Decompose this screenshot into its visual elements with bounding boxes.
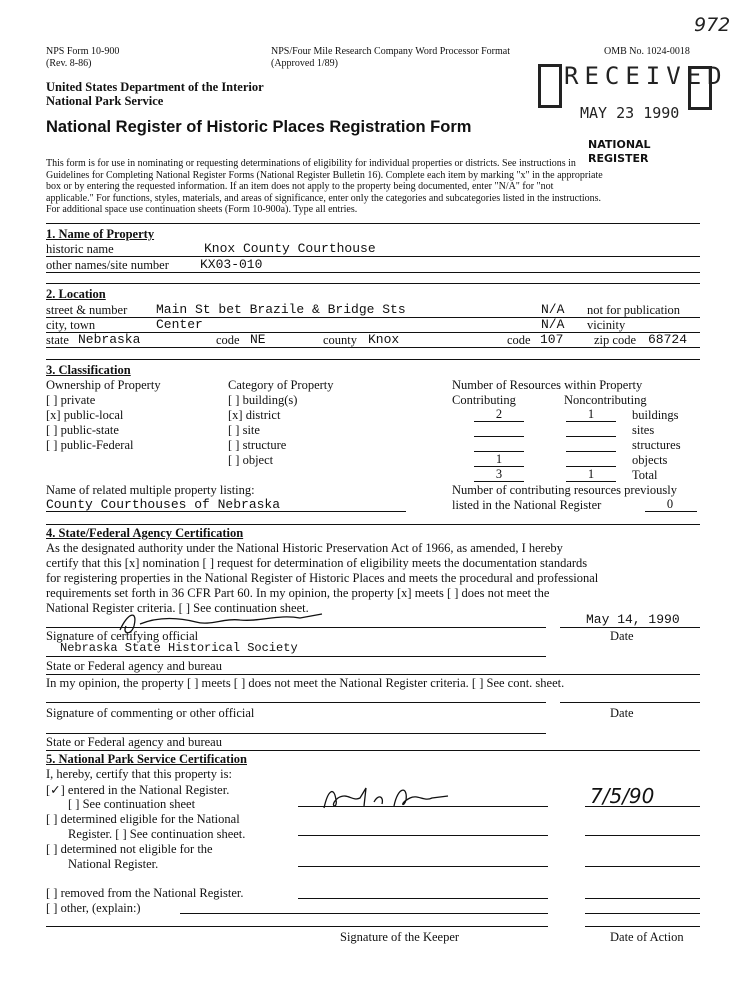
resource-label-total: Total	[632, 468, 658, 482]
contributing-header: Contributing	[452, 393, 516, 407]
county-code-value: 107	[540, 332, 564, 347]
ownership-public-federal: [ ] public-Federal	[46, 438, 134, 452]
stamp-national: NATIONAL	[588, 138, 651, 151]
category-district: [x] district	[228, 408, 281, 422]
city-na: N/A	[541, 317, 565, 332]
opinion-statement: In my opinion, the property [ ] meets [ ] does not meet the National Register criteria. [ ] See cont. sheet.	[46, 676, 565, 690]
section-divider	[46, 223, 700, 224]
other-option: [ ] other, (explain:)	[46, 901, 141, 915]
form-number: NPS Form 10-900	[46, 46, 120, 57]
removed-option: [ ] removed from the National Register.	[46, 886, 244, 900]
approved-note: (Approved 1/89)	[271, 58, 338, 69]
vicinity-label: vicinity	[587, 318, 626, 332]
historic-name-value: Knox County Courthouse	[204, 241, 376, 256]
form-revision: (Rev. 8-86)	[46, 58, 92, 69]
category-title: Category of Property	[228, 378, 334, 392]
street-value: Main St bet Brazile & Bridge Sts	[156, 302, 406, 317]
eligible-option: [ ] determined eligible for the National	[46, 812, 240, 826]
commenting-official-label: Signature of commenting or other official	[46, 706, 255, 720]
zip-value: 68724	[648, 332, 688, 347]
not-eligible-continuation: National Register.	[68, 857, 159, 871]
section-3-heading: 3. Classification	[46, 363, 131, 377]
ownership-title: Ownership of Property	[46, 378, 161, 392]
county-label: county	[323, 333, 358, 347]
noncontributing-buildings: 1	[587, 407, 595, 421]
keeper-signature-label: Signature of the Keeper	[340, 930, 460, 944]
contributing-objects: 1	[495, 452, 503, 466]
certification-statement: As the designated authority under the National Historic Preservation Act of 1966, as amended, I hereby certify that this [x] nomination [ ] request for determination of eligibility meets the documentation standards for registering properties in the National Register of Historic Places and meets the procedural and professional requirements set forth in 36 CFR Part 60. In my opinion, the property [x] meets [ ] does not meet the National Register criteria. [ ] See continuation sheet.	[46, 541, 599, 615]
category-site: [ ] site	[228, 423, 260, 437]
category-object: [ ] object	[228, 453, 274, 467]
contributing-total: 3	[495, 467, 503, 481]
stamp-received: RECEIVED	[564, 62, 728, 90]
certifying-signature-label: Signature of certifying official	[46, 629, 199, 643]
date-of-action-label: Date of Action	[610, 930, 684, 944]
stamp-register: REGISTER	[588, 152, 649, 165]
section-2-heading: 2. Location	[46, 287, 106, 301]
section-4-heading: 4. State/Federal Agency Certification	[46, 526, 244, 540]
entered-option: [✓] entered in the National Register.	[46, 783, 230, 797]
keeper-signature	[318, 780, 458, 814]
multiple-property-label: Name of related multiple property listing:	[46, 483, 255, 497]
multiple-property-value: County Courthouses of Nebraska	[46, 497, 281, 512]
stamp-date: MAY 23 1990	[580, 104, 680, 122]
entered-continuation: [ ] See continuation sheet	[68, 797, 196, 811]
county-value: Knox	[368, 332, 400, 347]
state-value: Nebraska	[78, 332, 141, 347]
nps-certify-label: I, hereby, certify that this property is:	[46, 767, 232, 781]
section-divider	[46, 524, 700, 525]
service: National Park Service	[46, 94, 164, 108]
ownership-private: [ ] private	[46, 393, 96, 407]
ownership-public-local: [x] public-local	[46, 408, 124, 422]
action-date-value: 7/5/90	[590, 784, 655, 808]
street-na: N/A	[541, 302, 565, 317]
agency-label: State or Federal agency and bureau	[46, 659, 222, 673]
section-5-heading: 5. National Park Service Certification	[46, 752, 247, 766]
category-structure: [ ] structure	[228, 438, 287, 452]
resource-label-objects: objects	[632, 453, 668, 467]
agency2-label: State or Federal agency and bureau	[46, 735, 222, 749]
noncontributing-total: 1	[587, 467, 595, 481]
resources-title: Number of Resources within Property	[452, 378, 643, 392]
certification-date-value: May 14, 1990	[586, 612, 680, 627]
historic-name-label: historic name	[46, 242, 114, 256]
city-value: Center	[156, 317, 203, 332]
omb-number: OMB No. 1024-0018	[604, 46, 690, 57]
other-names-value: KX03-010	[200, 257, 263, 272]
eligible-continuation: Register. [ ] See continuation sheet.	[68, 827, 246, 841]
other-names-label: other names/site number	[46, 258, 169, 272]
resource-label-buildings: buildings	[632, 408, 679, 422]
previously-listed-label-1: Number of contributing resources previously	[452, 483, 677, 497]
state-label: state	[46, 333, 69, 347]
agency-value: Nebraska State Historical Society	[60, 641, 298, 655]
handwritten-number: 972	[694, 14, 731, 36]
ownership-public-state: [ ] public-state	[46, 423, 119, 437]
not-for-publication: not for publication	[587, 303, 681, 317]
section-divider	[46, 283, 700, 284]
section-divider	[46, 359, 700, 360]
noncontributing-header: Noncontributing	[564, 393, 647, 407]
resource-label-structures: structures	[632, 438, 681, 452]
resource-label-sites: sites	[632, 423, 655, 437]
previously-listed-label-2: listed in the National Register	[452, 498, 602, 512]
zip-label: zip code	[594, 333, 636, 347]
section-divider	[46, 750, 700, 751]
commenting-date-label: Date	[610, 706, 634, 720]
department: United States Department of the Interior	[46, 80, 264, 94]
instructions: This form is for use in nominating or requesting determinations of eligibility for individual properties or districts. See instructions in Guidelines for Completing National Register Forms (National Register Bulletin 16). Complete each item by marking "x" in the appropriate box or by entering the requested information. If an item does not apply to the property being documented, enter "N/A" for "not applicable." For functions, styles, materials, and areas of significance, enter only the categories and subcategories listed in the instructions. For additional space use continuation sheets (Form 10-900a). Type all entries.	[46, 158, 603, 215]
format-note: NPS/Four Mile Research Company Word Processor Format	[271, 46, 510, 57]
city-label: city, town	[46, 318, 96, 332]
contributing-buildings: 2	[495, 407, 503, 421]
not-eligible-option: [ ] determined not eligible for the	[46, 842, 213, 856]
previously-listed-value: 0	[666, 497, 674, 511]
form-title: National Register of Historic Places Registration Form	[46, 118, 472, 136]
section-1-heading: 1. Name of Property	[46, 227, 155, 241]
county-code-label: code	[507, 333, 531, 347]
state-code-value: NE	[250, 332, 266, 347]
certification-date-label: Date	[610, 629, 634, 643]
category-buildings: [ ] building(s)	[228, 393, 298, 407]
street-label: street & number	[46, 303, 128, 317]
state-code-label: code	[216, 333, 240, 347]
